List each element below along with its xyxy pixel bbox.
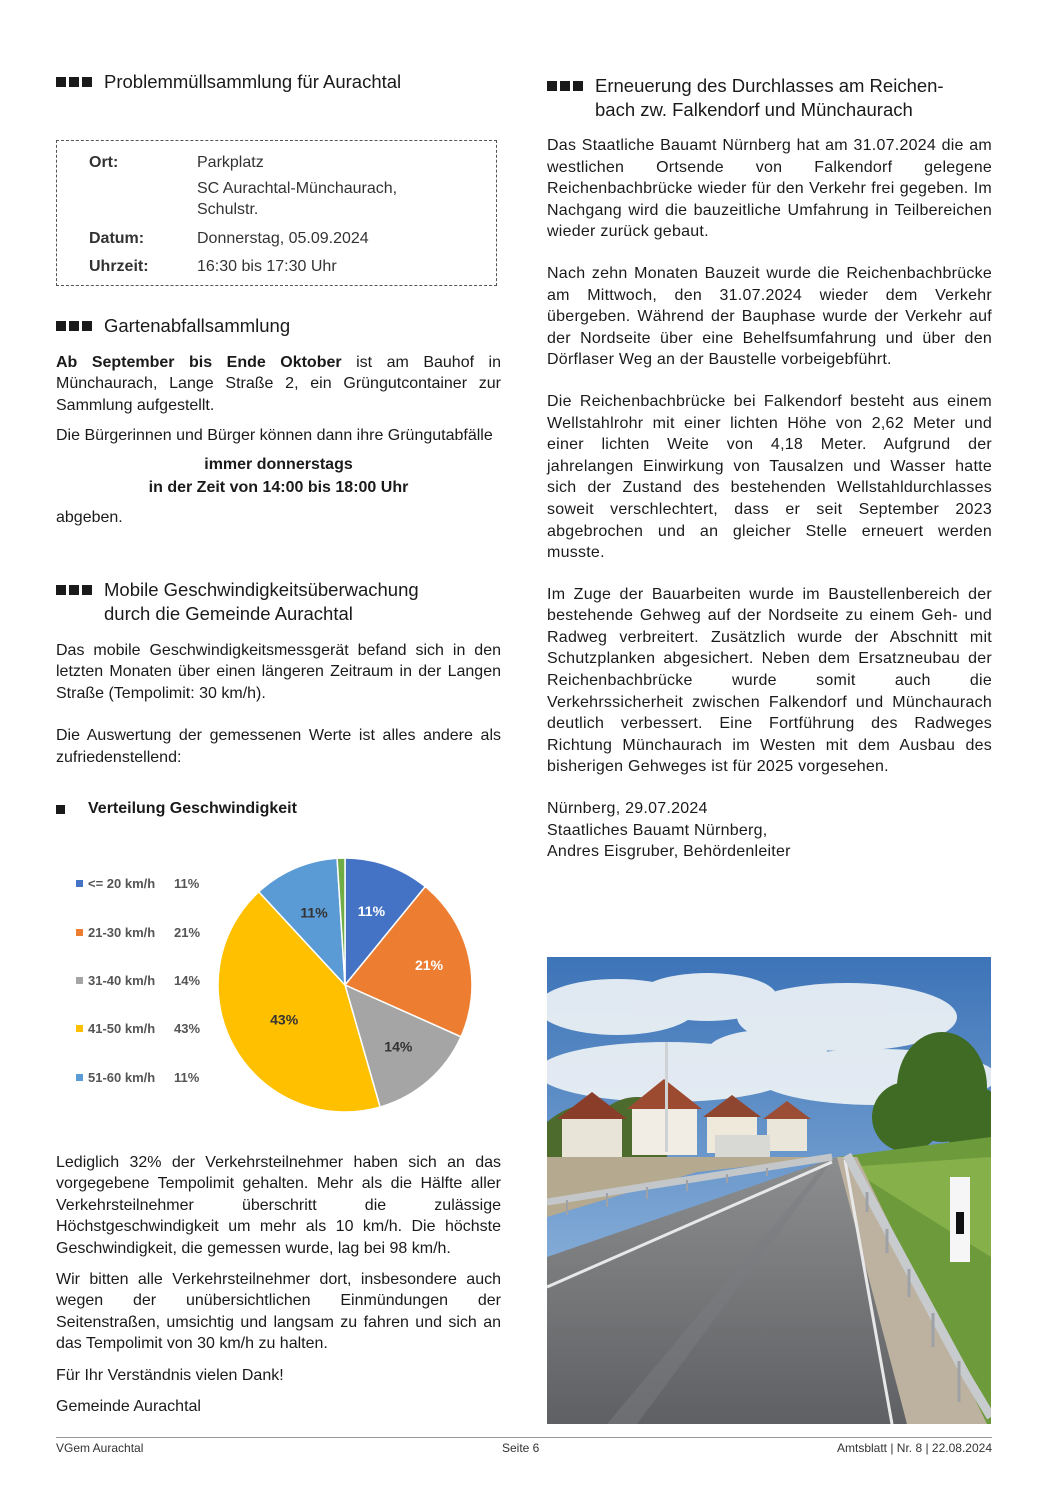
heading-squares-icon [56,77,92,87]
pie-label-2: 21% [415,957,444,974]
ort-value-2: SC Aurachtal-Münchaurach, [197,180,398,197]
legend-item-2 [76,925,200,940]
legend-item-5 [76,1070,199,1085]
signature-date: Nürnberg, 29.07.2024 [547,800,708,818]
garden-paragraph-2: Die Bürgerinnen und Bürger können dann ihre Grüngutabfälle [56,427,493,445]
speed-paragraph-1: Das mobile Geschwindigkeitsmessgerät befand sich in den letzten Monaten über einen längeren Zeitraum in der Langen Straße (Tempolimit: 30 km/h). [56,642,501,702]
legend-percent: 11% [174,876,200,891]
pie-chart [215,855,475,1115]
speed-paragraph-5: Für Ihr Verständnis vielen Dank! [56,1366,284,1384]
culvert-paragraph-3: Die Reichenbachbrücke bei Falkendorf besteht aus einem Wellstahlrohr mit einer lichten Höhe von 2,62 Meter und einer lichten Weite von 4,18 Meter. Aufgrund der jahrelangen Einwirkung von Tausalzen und Wasser hatte sich der Zustand des bestehenden Wellstahldurchlasses soweit verschlechtert, dass er seit September 2023 abgebrochen und an gleicher Stelle erneuert werden musste. [547,392,992,562]
speed-paragraph-2: Die Auswertung der gemessenen Werte ist alles andere als zufriedenstellend: [56,727,501,766]
legend-swatch-icon [76,1074,83,1081]
ort-label: Ort: [89,154,119,171]
chart-heading-text: Verteilung Geschwindigkeit [88,800,297,818]
ort-value-3: Schulstr. [197,201,259,218]
signature-name: Andres Eisgruber, Behördenleiter [547,843,791,861]
signature-office: Staatliches Bauamt Nürnberg, [547,821,768,839]
page-footer [56,1437,992,1459]
problem-section [56,70,501,275]
speed-paragraph-6: Gemeinde Aurachtal [56,1398,201,1416]
right-column [547,74,992,863]
pie-label-1: 11% [357,902,386,919]
legend-item-4 [76,1021,200,1036]
footer-page-number: Seite 6 [502,1441,540,1455]
legend-swatch-icon [76,929,83,936]
heading-squares-icon [56,321,92,331]
problem-heading [56,70,501,94]
legend-item-1 [76,876,199,891]
problem-title: Problemmüllsammlung für Aurachtal [104,71,402,92]
road-photo [547,957,991,1424]
legend-percent: 43% [174,1021,201,1036]
legend-label: <= 20 km/h [88,876,156,891]
speed-paragraph-4: Wir bitten alle Verkehrsteilnehmer dort, insbesondere auch wegen der unübersichtlichen Einmündungen der Seitenstraßen, umsichtig und langsam zu fahren und sich an das Tempolimit von 30 km/h zu halten. [56,1271,501,1353]
culvert-paragraph-1: Das Staatliche Bauamt Nürnberg hat am 31.07.2024 die am westlichen Ortsende von Falkendorf gelegene Reichenbachbrücke wieder für den Verkehr frei gegeben. Im Nachgang wird die bauzeitliche Umfahrung in Teilbereichen wieder zurück gebaut. [547,137,992,241]
speed-paragraph-3: Lediglich 32% der Verkehrsteilnehmer haben sich an das vorgegebene Tempolimit gehalten. Mehr als die Hälfte aller Verkehrsteilnehmer überschritt die zulässige Höchstgeschwindigkeit um mehr als 10 km/h. Die höchste Geschwindigkeit, die gemessen wurde, lag bei 98 km/h. [56,1154,501,1257]
culvert-title-1: Erneuerung des Durchlasses am Reichen- [595,75,944,96]
garden-p1-rest: ist am Bauhof in Münchaurach, Lange Straße 2, ein Grüngutcontainer zur Sammlung aufgestellt. [56,354,501,414]
uhrzeit-label: Uhrzeit: [89,258,149,275]
culvert-title-2: bach zw. Falkendorf und Münchaurach [595,99,913,120]
garden-section [56,314,501,528]
legend-label: 31-40 km/h [88,973,156,988]
legend-swatch-icon [76,1025,83,1032]
garden-heading [56,314,501,338]
garden-center-2: in der Zeit von 14:00 bis 18:00 Uhr [148,478,409,496]
footer-right: Amtsblatt | Nr. 8 | 22.08.2024 [837,1441,992,1455]
speed-section [56,578,501,818]
speed-heading [56,578,501,626]
culvert-paragraph-2: Nach zehn Monaten Bauzeit wurde die Reichenbachbrücke am Mittwoch, den 31.07.2024 wieder dem Verkehr übergeben. Während der Bauphase wurde der Verkehr auf der Nordseite über eine Behelfsumfahrung und über den Dörflaser Weg an der Baustelle vorbeigebführt. [547,264,992,369]
garden-paragraph-3: abgeben. [56,508,123,526]
legend-swatch-icon [76,977,83,984]
legend-label: 41-50 km/h [88,1021,156,1036]
garden-center-1: immer donnerstags [204,455,353,473]
footer-left: VGem Aurachtal [56,1441,144,1455]
garden-bold-dates: Ab September bis Ende Oktober [56,354,342,371]
legend-percent: 14% [174,973,201,988]
heading-squares-icon [547,81,583,91]
uhrzeit-value: 16:30 bis 17:30 Uhr [197,258,337,275]
pie-label-3: 14% [384,1038,413,1055]
square-bullet-icon [56,805,65,814]
culvert-heading [547,74,992,122]
signature-block [547,798,992,863]
legend-swatch-icon [76,880,83,887]
speed-conclusion [56,1152,501,1417]
legend-percent: 21% [174,925,201,940]
speed-title-1: Mobile Geschwindigkeitsüberwachung [104,579,419,600]
garden-paragraph-1 [56,352,501,416]
datum-value: Donnerstag, 05.09.2024 [197,230,369,247]
garden-title: Gartenabfallsammlung [104,315,291,336]
pie-label-4: 43% [270,1011,299,1028]
heading-squares-icon [56,585,92,595]
legend-label: 21-30 km/h [88,925,156,940]
datum-label: Datum: [89,230,145,247]
problem-info-box [56,140,497,286]
ort-value-1: Parkplatz [197,154,264,171]
chart-heading [56,800,501,818]
legend-percent: 11% [174,1070,200,1085]
pie-label-5: 11% [300,904,328,921]
speed-title-2: durch die Gemeinde Aurachtal [104,603,353,624]
legend-label: 51-60 km/h [88,1070,156,1085]
culvert-paragraph-4: Im Zuge der Bauarbeiten wurde im Baustellenbereich der bestehende Gehweg auf der Nordseite zu einem Geh- und Radweg verbreitert. Zusätzlich wurde der Abschnitt mit Schutzplanken abgesichert. Neben dem Ersatzneubau der Reichenbachbrücke wurde somit auch die Verkehrssicherheit zwischen Falkendorf und Münchaurach deutlich verbessert. Eine Fortführung des Radweges Richtung Münchaurach im Westen mit dem Ausbau des bisherigen Gehweges ist für 2025 vorgesehen. [547,585,992,776]
legend-item-3 [76,973,200,988]
